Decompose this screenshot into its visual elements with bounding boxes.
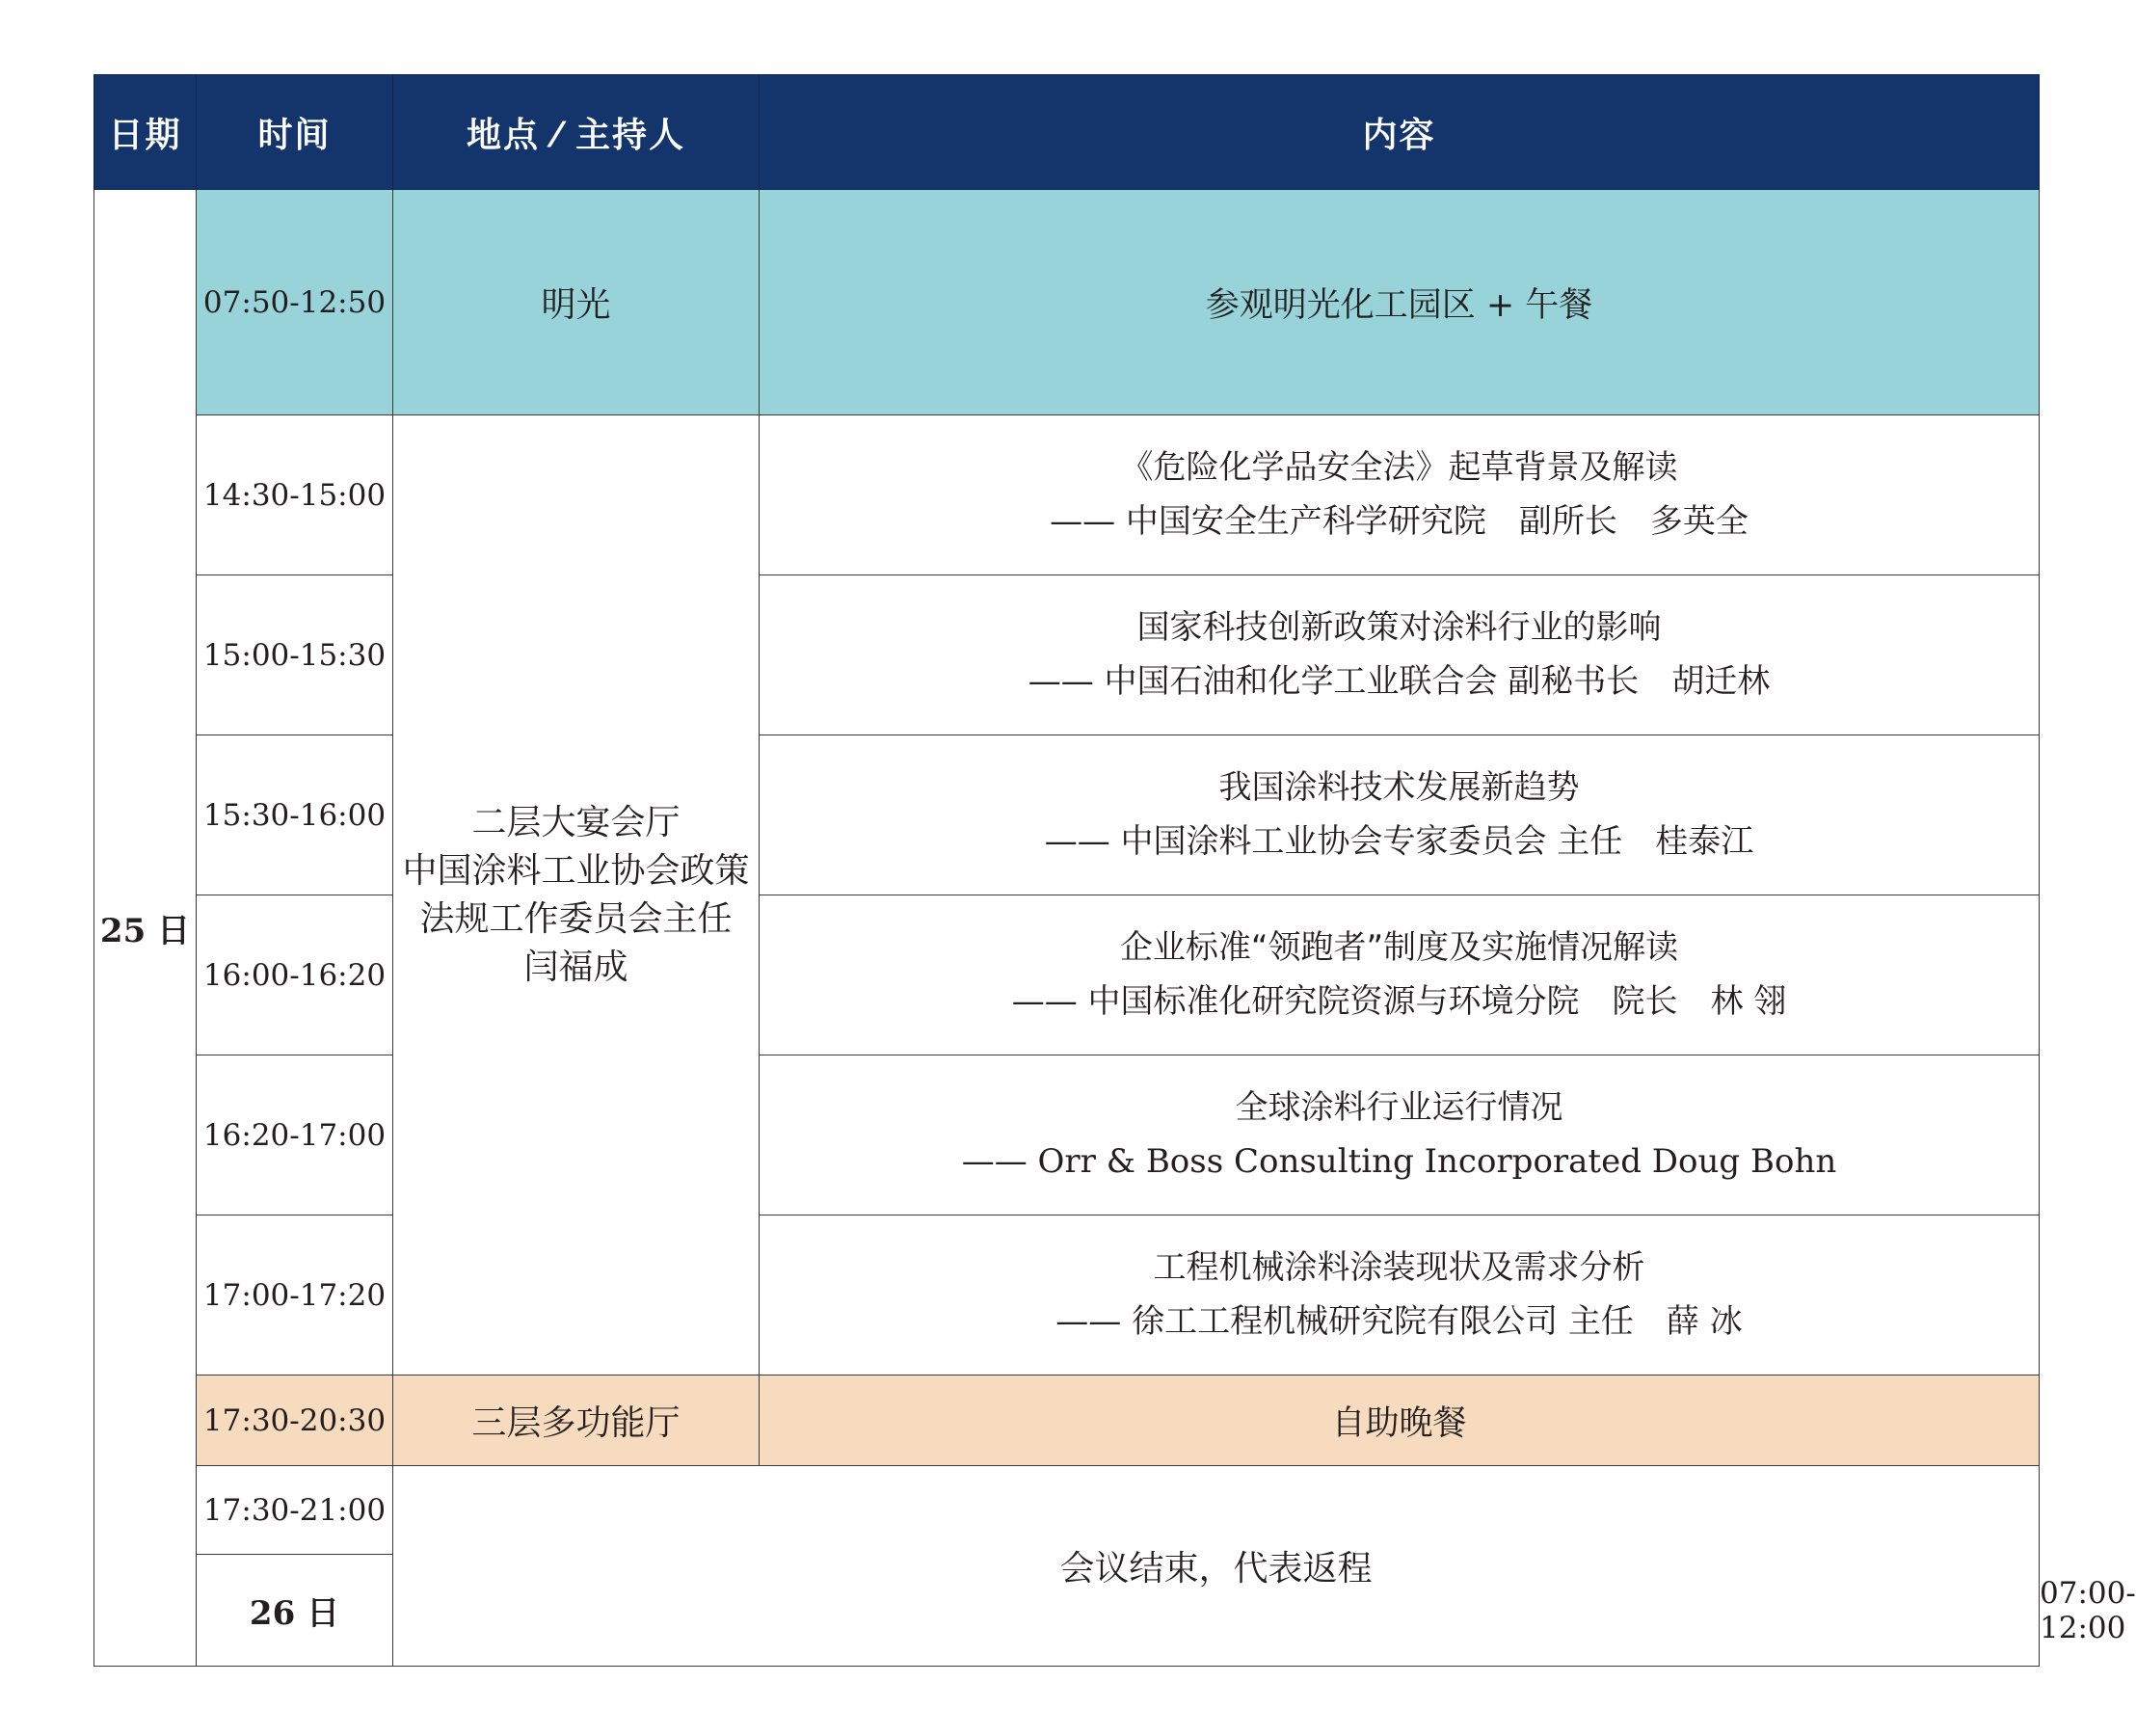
dinner-venue: 三层多功能厅 — [393, 1375, 760, 1466]
talk-time: 17:00-17:20 — [197, 1215, 393, 1375]
talk-speaker: —— 中国标准化研究院资源与环境分院 院长 林 翎 — [1011, 981, 1787, 1021]
header-date: 日期 — [94, 75, 197, 190]
visit-row — [94, 190, 2040, 415]
talk-title: 全球涂料行业运行情况 — [1235, 1087, 1563, 1127]
talk-speaker: —— 中国安全生产科学研究院 副所长 多英全 — [1050, 501, 1749, 541]
talk-speaker: —— Orr & Boss Consulting Incorporated Doug Bohn — [961, 1141, 1837, 1181]
header-time: 时间 — [197, 75, 393, 190]
header-venue: 地点 ⁄ 主持人 — [393, 75, 760, 190]
visit-time: 07:50-12:50 — [197, 190, 393, 415]
host-org-line: 中国涂料工业协会政策 — [402, 850, 750, 891]
talk-time: 15:00-15:30 — [197, 575, 393, 735]
talk-speaker: —— 中国石油和化学工业联合会 副秘书长 胡迁林 — [1028, 661, 1771, 701]
closing-content: 会议结束，代表返程 — [393, 1466, 2040, 1667]
talk-row — [94, 895, 2040, 1055]
talk-time: 16:00-16:20 — [197, 895, 393, 1055]
session-venue-host — [393, 415, 760, 1375]
dinner-time: 17:30-20:30 — [197, 1375, 393, 1466]
talk-row — [94, 575, 2040, 735]
talk-row — [94, 415, 2040, 575]
talk-speaker: —— 中国涂料工业协会专家委员会 主任 桂泰江 — [1044, 821, 1754, 861]
talk-title: 《危险化学品安全法》起草背景及解读 — [1120, 447, 1678, 487]
header-content: 内容 — [760, 75, 2040, 190]
talk-content — [760, 1055, 2040, 1215]
talk-speaker: —— 徐工工程机械研究院有限公司 主任 薛 冰 — [1055, 1301, 1743, 1341]
closing-time-day1: 17:30-21:00 — [197, 1466, 393, 1555]
talk-content — [760, 735, 2040, 895]
talk-time: 14:30-15:00 — [197, 415, 393, 575]
talk-row — [94, 1055, 2040, 1215]
talk-time: 16:20-17:00 — [197, 1055, 393, 1215]
talk-title: 国家科技创新政策对涂料行业的影响 — [1136, 607, 1662, 647]
talk-title: 我国涂料技术发展新趋势 — [1218, 767, 1580, 807]
dinner-row — [94, 1375, 2040, 1466]
header-row — [94, 75, 2040, 190]
venue-line: 二层大宴会厅 — [471, 802, 681, 842]
talk-content — [760, 895, 2040, 1055]
host-name-line: 闫福成 — [523, 947, 628, 987]
date-day1: 25 日 — [94, 190, 197, 1667]
host-title-line: 法规工作委员会主任 — [419, 898, 733, 939]
closing-row-day2: 26 日 07:00-12:00 — [94, 1555, 2040, 1667]
closing-row — [94, 1466, 2040, 1555]
talk-row — [94, 1215, 2040, 1375]
schedule-table — [93, 74, 2136, 1667]
date-day2: 26 日 — [197, 1555, 393, 1667]
talk-content — [760, 1215, 2040, 1375]
visit-venue: 明光 — [393, 190, 760, 415]
visit-content: 参观明光化工园区 + 午餐 — [760, 190, 2040, 415]
talk-title: 企业标准“领跑者”制度及实施情况解读 — [1119, 927, 1679, 967]
talk-content — [760, 415, 2040, 575]
talk-row — [94, 735, 2040, 895]
talk-time: 15:30-16:00 — [197, 735, 393, 895]
talk-content — [760, 575, 2040, 735]
talk-title: 工程机械涂料涂装现状及需求分析 — [1153, 1247, 1645, 1287]
dinner-content: 自助晚餐 — [760, 1375, 2040, 1466]
